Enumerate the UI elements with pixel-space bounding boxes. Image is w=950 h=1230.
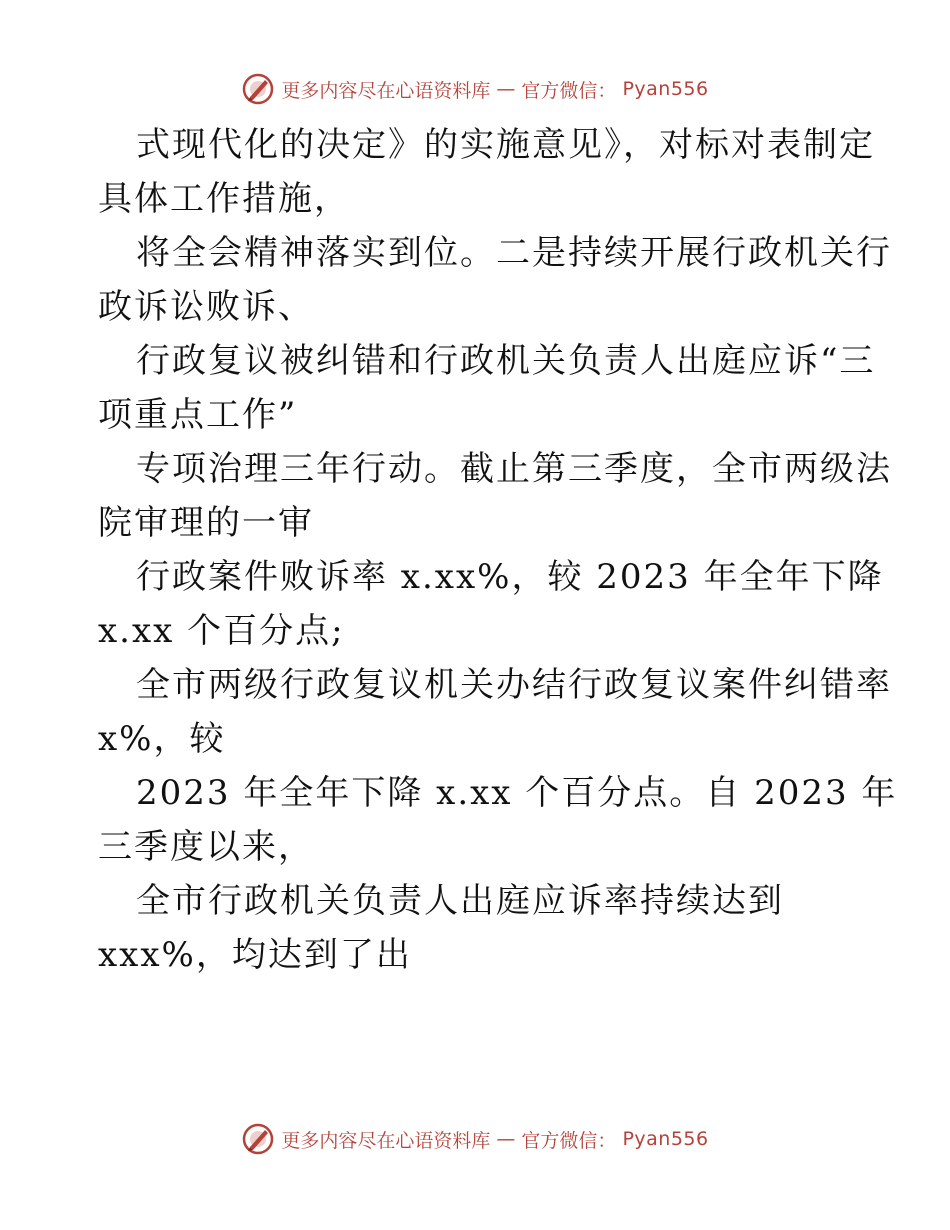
text-line: 政诉讼败诉、 — [98, 287, 314, 327]
text-line: 式现代化的决定》的实施意见》，对标对表制定 — [136, 125, 875, 165]
pen-seal-icon — [241, 72, 275, 106]
text-line: 三季度以来， — [98, 827, 314, 867]
text-line: 专项治理三年行动。截止第三季度，全市两级法 — [136, 449, 892, 489]
text-line: 院审理的一审 — [98, 503, 314, 543]
text-line: 全市两级行政复议机关办结行政复议案件纠错率 — [136, 665, 892, 705]
document-body — [98, 118, 898, 982]
watermark-dash: — — [496, 1128, 516, 1150]
text-line: 行政案件败诉率 x.xx%，较 2023 年全年下降 — [136, 557, 884, 597]
watermark-main-text: 更多内容尽在心语资料库 — [281, 1129, 491, 1152]
watermark-main-text: 更多内容尽在心语资料库 — [281, 79, 491, 102]
text-line: x.xx 个百分点; — [98, 611, 345, 651]
text-line: 2023 年全年下降 x.xx 个百分点。自 2023 年 — [136, 773, 898, 813]
watermark-dash: — — [496, 78, 516, 100]
text-line: xxx%，均达到了出 — [98, 935, 412, 975]
text-line: 具体工作措施， — [98, 179, 350, 219]
header-watermark — [0, 72, 950, 106]
watermark-wechat-label: 官方微信： — [521, 79, 617, 102]
watermark-wechat-label: 官方微信： — [521, 1129, 617, 1152]
watermark-wechat-id: Pyan556 — [622, 78, 709, 100]
footer-watermark — [0, 1122, 950, 1156]
watermark-wechat-id: Pyan556 — [622, 1128, 709, 1150]
pen-seal-icon — [241, 1122, 275, 1156]
text-line: 全市行政机关负责人出庭应诉率持续达到 — [136, 881, 784, 921]
text-line: 项重点工作” — [98, 395, 298, 435]
text-line: 行政复议被纠错和行政机关负责人出庭应诉“三 — [136, 341, 876, 381]
text-line: x%，较 — [98, 719, 226, 759]
text-line: 将全会精神落实到位。二是持续开展行政机关行 — [136, 233, 892, 273]
